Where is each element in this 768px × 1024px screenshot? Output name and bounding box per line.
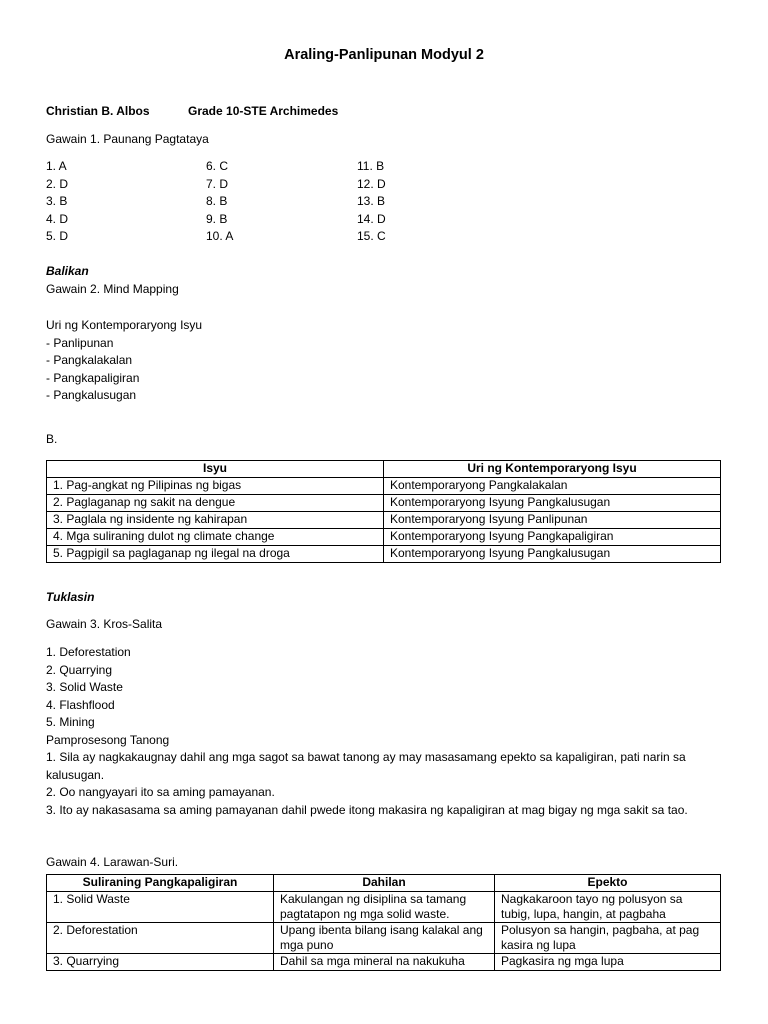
answer-paragraph: 3. Ito ay nakasasama sa aming pamayanan dahil pwede itong makasira ng kapaligiran at mag bigay ng mga sakit sa tao. xyxy=(46,803,688,817)
answer-item: 11. B xyxy=(357,159,385,173)
student-grade: Grade 10-STE Archimedes xyxy=(188,104,339,118)
table-cell: Kontemporaryong Pangkalakalan xyxy=(384,478,721,495)
table-cell: 3. Paglala ng insidente ng kahirapan xyxy=(47,512,384,529)
table-cell: 4. Mga suliraning dulot ng climate change xyxy=(47,529,384,546)
list-item: 4. Flashflood xyxy=(46,697,115,712)
kros-salita-list xyxy=(46,644,169,749)
table-row xyxy=(47,923,721,954)
table-cell: Kontemporaryong Isyung Panlipunan xyxy=(384,512,721,529)
answer-item: 15. C xyxy=(357,229,386,243)
table-row xyxy=(47,546,721,563)
answer-item: 1. A xyxy=(46,159,67,173)
list-item: - Pangkalakalan xyxy=(46,353,133,367)
answer-item: 7. D xyxy=(206,176,229,191)
answer-item: 6. C xyxy=(206,159,229,173)
tuklasin-heading: Tuklasin xyxy=(46,590,95,604)
answer-item: 13. B xyxy=(357,194,386,208)
table-row xyxy=(47,529,721,546)
table-header: Dahilan xyxy=(274,875,495,892)
table-header: Isyu xyxy=(47,461,384,478)
list-item: 1. Deforestation xyxy=(46,645,131,659)
answer-column-1 xyxy=(46,158,68,246)
table-header-row xyxy=(47,875,721,892)
answer-item: 9. B xyxy=(206,211,228,226)
list-item: 3. Solid Waste xyxy=(46,680,123,694)
answer-column-2 xyxy=(206,158,233,246)
balikan-heading: Balikan xyxy=(46,264,89,278)
table-cell: 2. Deforestation xyxy=(47,923,274,954)
list-item: 5. Mining xyxy=(46,715,95,729)
answer-item: 2. D xyxy=(46,176,69,191)
table-cell: Kontemporaryong Isyung Pangkalusugan xyxy=(384,495,721,512)
table-row xyxy=(47,892,721,923)
table-cell: Pagkasira ng mga lupa xyxy=(495,954,721,971)
answer-column-3 xyxy=(357,158,386,246)
answer-item: 8. B xyxy=(206,194,228,208)
table-cell: Kontemporaryong Isyung Pangkalusugan xyxy=(384,546,721,563)
section-b-label: B. xyxy=(46,432,58,446)
student-name: Christian B. Albos xyxy=(46,104,150,118)
list-item: - Pangkalusugan xyxy=(46,388,137,402)
table-header: Epekto xyxy=(495,875,721,892)
table-cell: Kakulangan ng disiplina sa tamang pagtatapon ng mga solid waste. xyxy=(274,892,495,923)
table-cell: Kontemporaryong Isyung Pangkapaligiran xyxy=(384,529,721,546)
table-row xyxy=(47,954,721,971)
list-item: - Pangkapaligiran xyxy=(46,370,140,385)
table-cell: 1. Pag-angkat ng Pilipinas ng bigas xyxy=(47,478,384,495)
table-cell: 2. Paglaganap ng sakit na dengue xyxy=(47,495,384,512)
gawain2-heading: Gawain 2. Mind Mapping xyxy=(46,282,179,296)
table-cell: Upang ibenta bilang isang kalakal ang mga puno xyxy=(274,923,495,954)
gawain1-heading: Gawain 1. Paunang Pagtataya xyxy=(46,132,209,146)
list-item: 2. Quarrying xyxy=(46,662,113,677)
answer-item: 10. A xyxy=(206,229,234,243)
table-cell: Dahil sa mga mineral na nakukuha xyxy=(274,954,495,971)
table-cell: Nagkakaroon tayo ng polusyon sa tubig, lupa, hangin, at pagbaha xyxy=(495,892,721,923)
gawain4-heading: Gawain 4. Larawan-Suri. xyxy=(46,855,179,869)
list-item: - Panlipunan xyxy=(46,335,114,350)
answer-item: 5. D xyxy=(46,229,69,243)
answer-item: 4. D xyxy=(46,211,69,226)
uri-list xyxy=(46,317,202,405)
answer-item: 3. B xyxy=(46,194,68,208)
table-cell: Polusyon sa hangin, pagbaha, at pag kasira ng lupa xyxy=(495,923,721,954)
answer-item: 14. D xyxy=(357,211,386,226)
answer-paragraph: 2. Oo nangyayari ito sa aming pamayanan. xyxy=(46,785,275,799)
table-header: Uri ng Kontemporaryong Isyu xyxy=(384,461,721,478)
isyu-table xyxy=(46,460,721,563)
table-row xyxy=(47,478,721,495)
table-cell: 3. Quarrying xyxy=(47,954,274,971)
larawan-suri-table xyxy=(46,874,721,971)
table-cell: 5. Pagpigil sa paglaganap ng ilegal na droga xyxy=(47,546,384,563)
pamprosesong-heading: Pamprosesong Tanong xyxy=(46,732,170,747)
table-cell: 1. Solid Waste xyxy=(47,892,274,923)
table-row xyxy=(47,495,721,512)
answer-item: 12. D xyxy=(357,176,386,191)
gawain3-heading: Gawain 3. Kros-Salita xyxy=(46,617,163,631)
uri-heading: Uri ng Kontemporaryong Isyu xyxy=(46,318,203,332)
table-header: Suliraning Pangkapaligiran xyxy=(47,875,274,892)
table-header-row xyxy=(47,461,721,478)
page-title: Araling-Panlipunan Modyul 2 xyxy=(284,47,484,63)
answer-paragraph: 1. Sila ay nagkakaugnay dahil ang mga sagot sa bawat tanong ay may masasamang epekto sa kapaligiran, pati narin sa kalusugan. xyxy=(46,750,686,782)
table-row xyxy=(47,512,721,529)
